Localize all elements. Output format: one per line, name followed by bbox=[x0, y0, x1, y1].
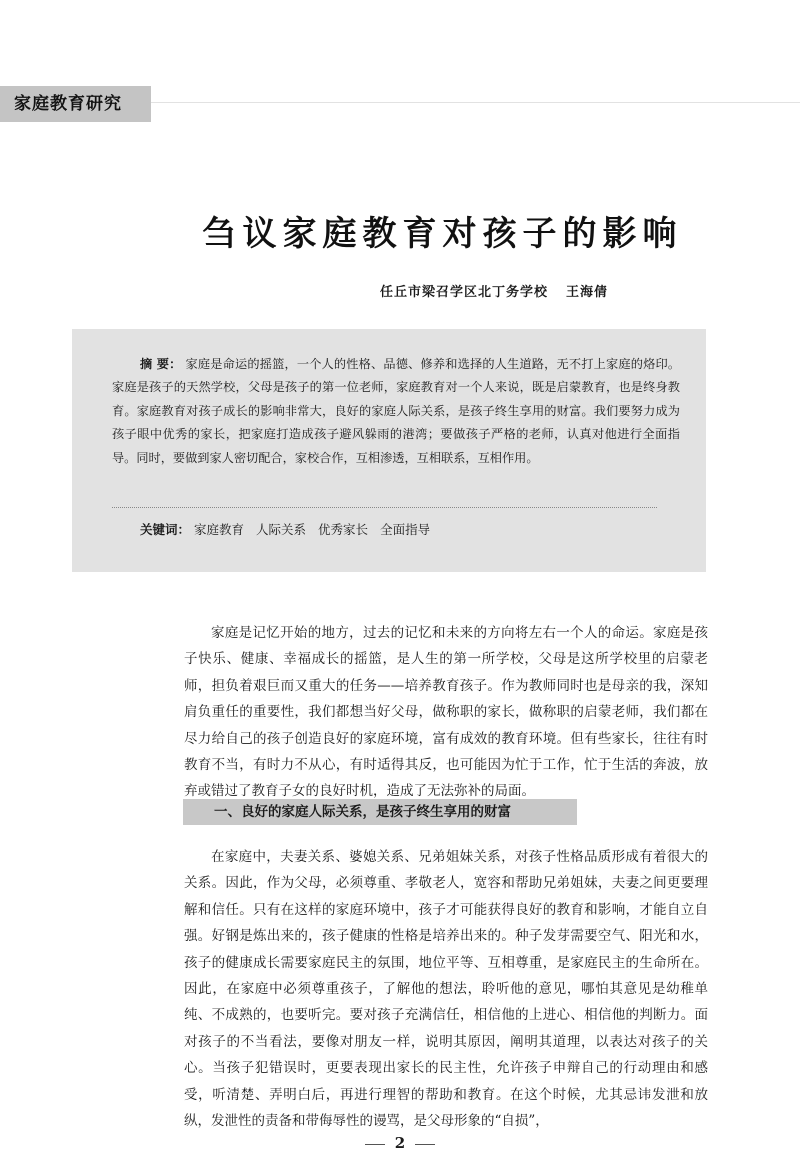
keyword: 优秀家长 bbox=[318, 522, 369, 537]
abstract-label: 摘 要： bbox=[140, 357, 182, 371]
keyword: 全面指导 bbox=[380, 522, 431, 537]
article-title: 刍议家庭教育对孩子的影响 bbox=[202, 214, 683, 254]
keyword: 家庭教育 bbox=[194, 522, 245, 537]
keyword: 人际关系 bbox=[256, 522, 307, 537]
section-label-tab: 家庭教育研究 bbox=[0, 86, 151, 122]
section-heading: 一、良好的家庭人际关系，是孩子终生享用的财富 bbox=[183, 799, 577, 825]
author-affiliation: 任丘市梁召学区北丁务学校 bbox=[379, 285, 548, 300]
footer-dash-right bbox=[415, 1144, 435, 1145]
body-paragraph: 在家庭中，夫妻关系、婆媳关系、兄弟姐妹关系，对孩子性格品质形成有着很大的关系。因此，作为父母，必须尊重、孝敬老人，宽容和帮助兄弟姐妹，夫妻之间更要理解和信任。只有在这样的家庭环境中，孩子才可能获得良好的教育和影响，才能自立自强。好钢是炼出来的，孩子健康的性格是培养出来的。种子发芽需要空气、阳光和水，孩子的健康成长需要家庭民主的氛围，地位平等、互相尊重，是家庭民主的生命所在。因此，在家庭中必须尊重孩子，了解他的想法，聆听他的意见，哪怕其意见是幼稚单纯、不成熟的，也要听完。要对孩子充满信任，相信他的上进心、相信他的判断力。面对孩子的不当看法，要像对朋友一样，说明其原因，阐明其道理，以表达对孩子的关心。当孩子犯错误时，更要表现出家长的民主性，允许孩子申辩自己的行动理由和感受，听清楚、弄明白后，再进行理智的帮助和教育。在这个时候，尤其忌讳发泄和放纵，发泄性的责备和带侮辱性的谩骂，是父母形象的“自损”， bbox=[184, 849, 708, 1130]
abstract-text: 家庭是命运的摇篮，一个人的性格、品德、修养和选择的人生道路，无不打上家庭的烙印。家庭是孩子的天然学校，父母是孩子的第一位老师，家庭教育对一个人来说，既是启蒙教育，也是终身教育。家庭教育对孩子成长的影响非常大，良好的家庭人际关系，是孩子终生享用的财富。我们要努力成为孩子眼中优秀的家长，把家庭打造成孩子避风躲雨的港湾；要做孩子严格的老师，认真对他进行全面指导。同时，要做到家人密切配合，家校合作，互相渗透，互相联系，互相作用。 bbox=[112, 357, 681, 465]
author-line bbox=[0, 281, 608, 300]
footer-dash-left bbox=[365, 1144, 385, 1145]
page-footer bbox=[0, 1131, 800, 1155]
author-name: 王海倩 bbox=[565, 285, 608, 300]
intro-paragraph: 家庭是记忆开始的地方，过去的记忆和未来的方向将左右一个人的命运。家庭是孩子快乐、健康、幸福成长的摇篮，是人生的第一所学校，父母是这所学校里的启蒙老师，担负着艰巨而又重大的任务——培养教育孩子。作为教师同时也是母亲的我，深知肩负重任的重要性，我们都想当好父母，做称职的家长，做称职的启蒙老师，我们都在尽力给自己的孩子创造良好的家庭环境，富有成效的教育环境。但有些家长，往往有时教育不当，有时力不从心，有时适得其反，也可能因为忙于工作，忙于生活的奔波，放弃或错过了教育子女的良好时机，造成了无法弥补的局面。 bbox=[184, 625, 708, 800]
keywords-label: 关键词： bbox=[140, 522, 191, 537]
keywords bbox=[140, 519, 442, 541]
abstract bbox=[112, 353, 680, 470]
abstract-divider bbox=[112, 507, 657, 508]
page-number: 2 bbox=[394, 1134, 406, 1152]
header-divider bbox=[151, 102, 800, 103]
